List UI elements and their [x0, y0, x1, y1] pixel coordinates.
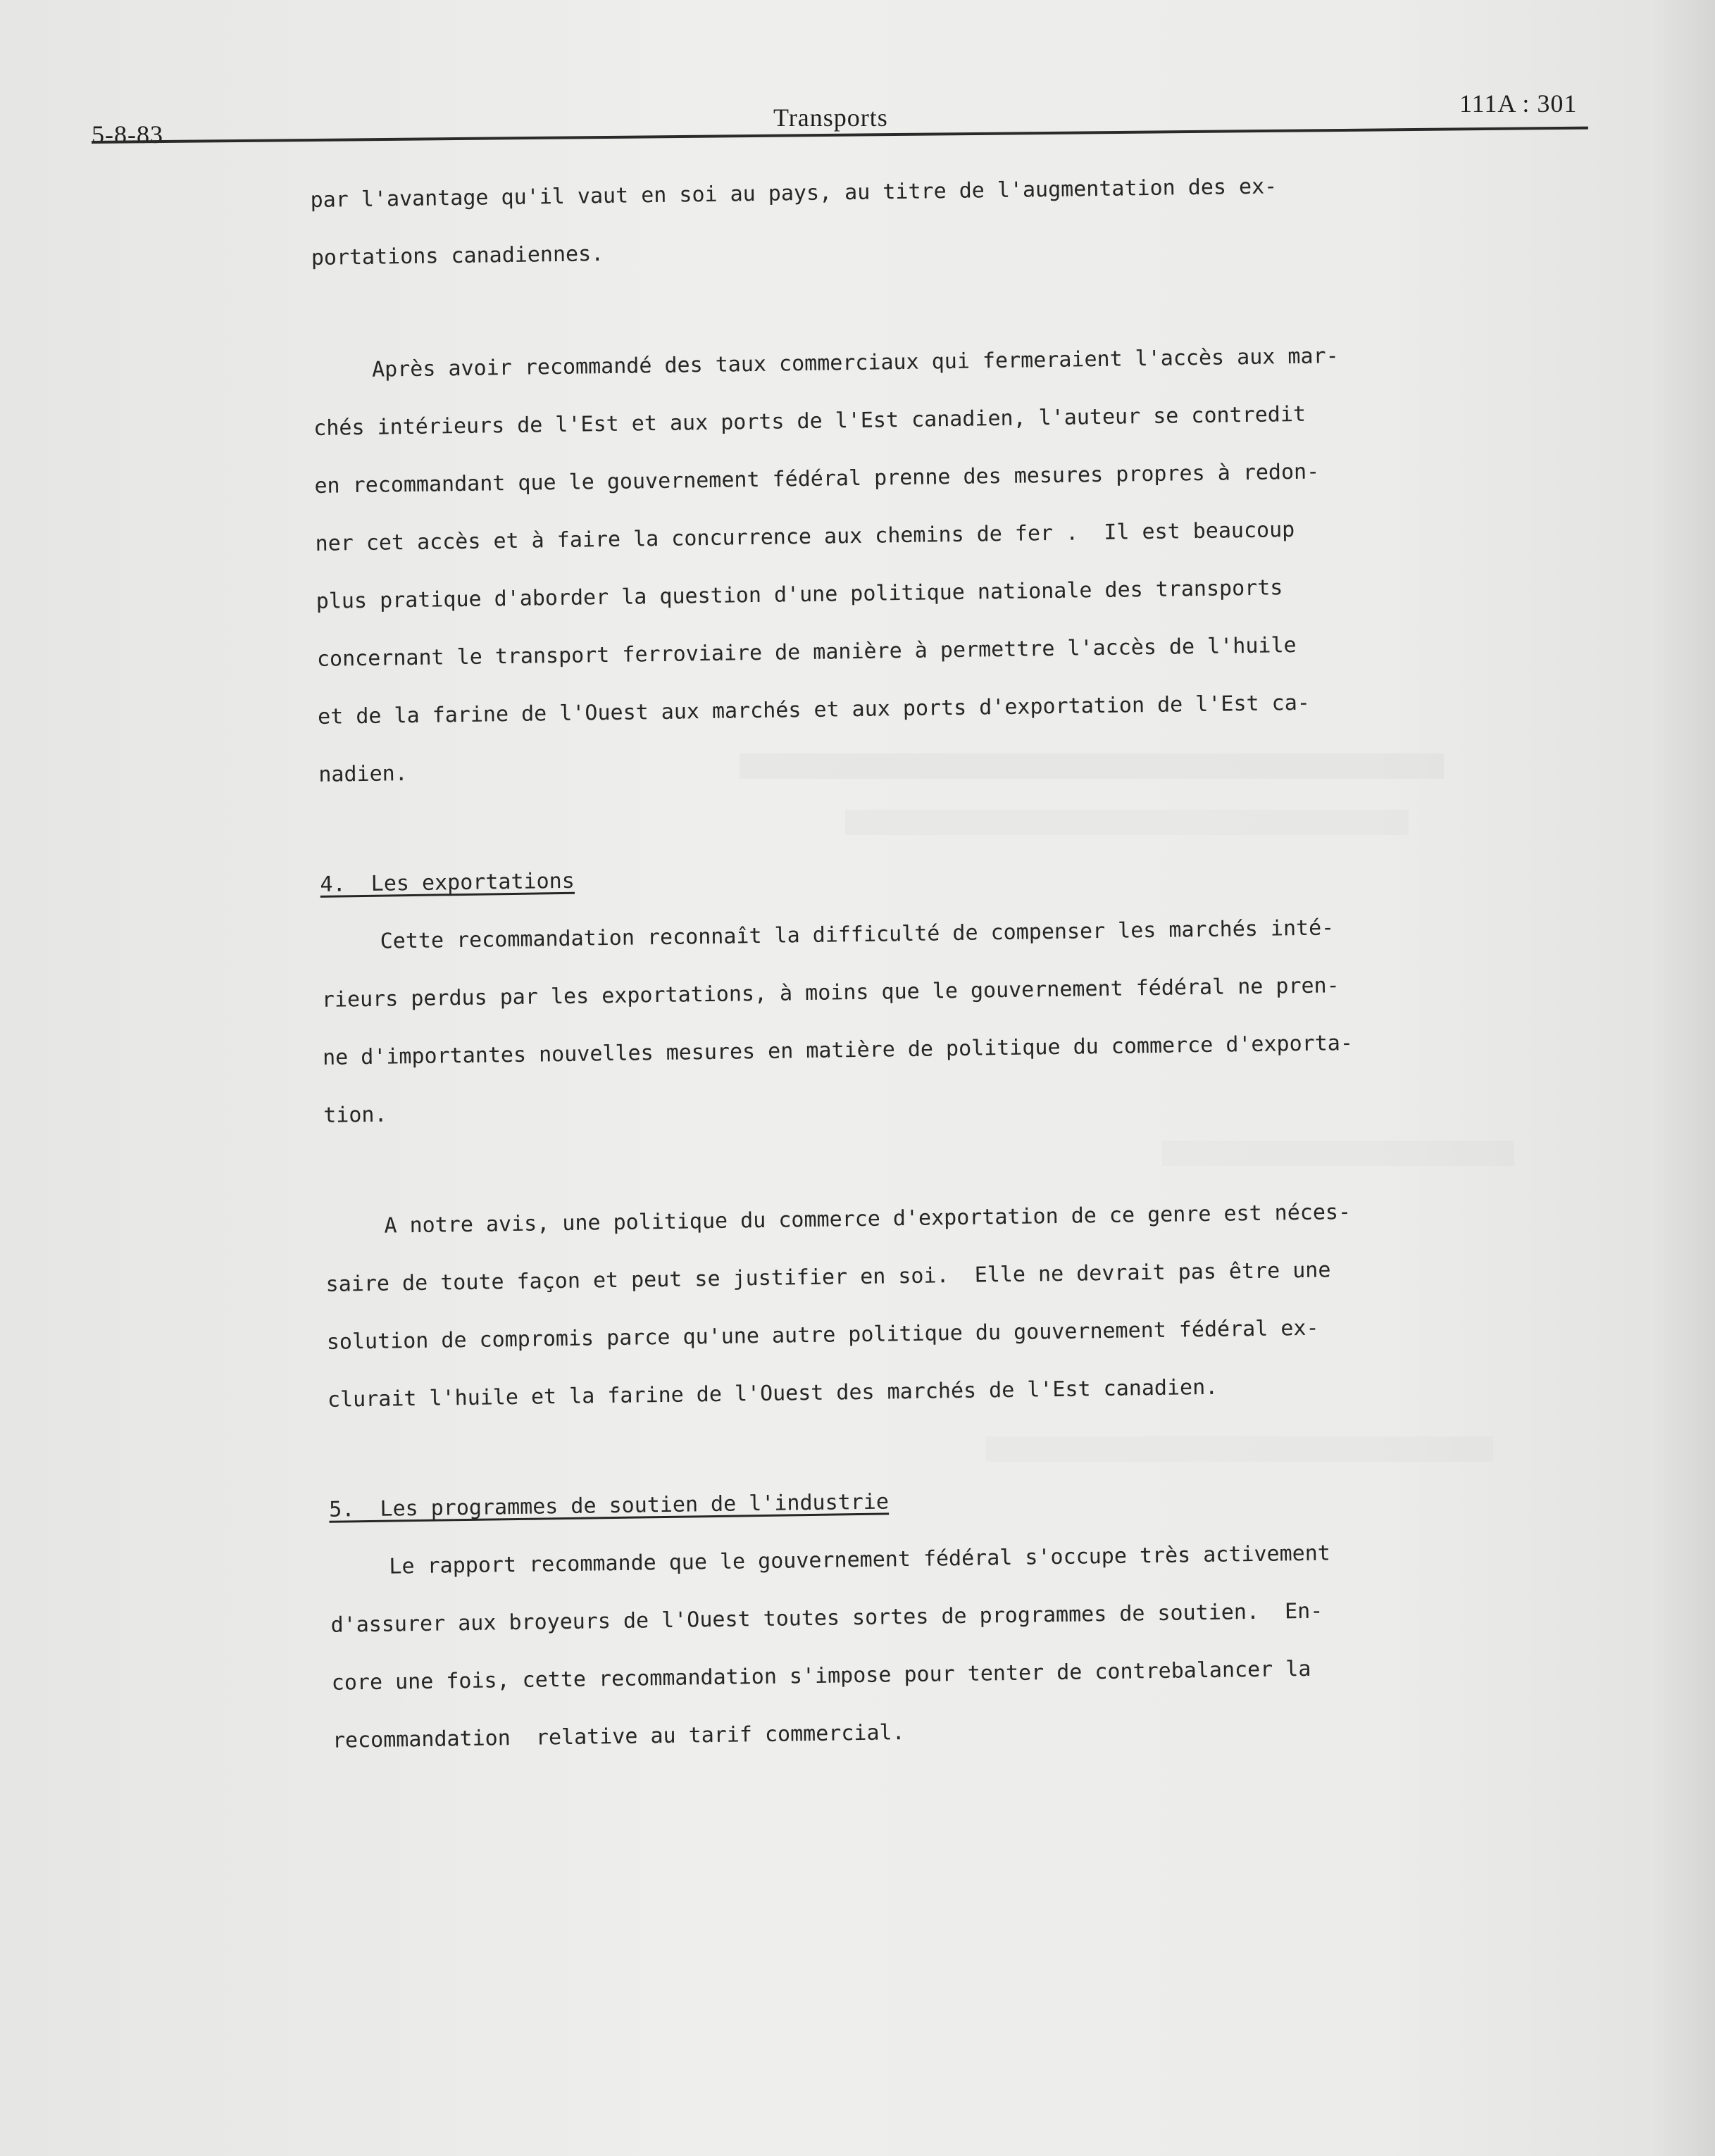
header-title: Transports [773, 104, 888, 132]
header-date: 5-8-83 [92, 120, 163, 149]
body-line: d'assurer aux broyeurs de l'Ouest toutes sortes de programmes de soutien. En- [330, 1598, 1323, 1638]
body-line: Après avoir recommandé des taux commerciaux qui fermeraient l'accès aux mar- [371, 344, 1339, 382]
body-line: par l'avantage qu'il vaut en soi au pays, au titre de l'augmentation des ex- [310, 174, 1278, 213]
body-line: portations canadiennes. [311, 242, 604, 270]
body-line: Le rapport recommande que le gouvernement fédéral s'occupe très activement [389, 1541, 1331, 1579]
body-line: concernant le transport ferroviaire de manière à permettre l'accès de l'huile [316, 633, 1297, 672]
bleed-through-mark [1162, 1141, 1514, 1166]
body-line: et de la farine de l'Ouest aux marchés et aux ports d'exportation de l'Est ca- [317, 690, 1311, 729]
body-line: rieurs perdus par les exportations, à moins que le gouvernement fédéral ne pren- [321, 973, 1340, 1013]
body-line: recommandation relative au tarif commercial. [332, 1720, 905, 1753]
body-line: nadien. [318, 761, 408, 787]
body-line: tion. [323, 1102, 387, 1128]
body-line: plus pratique d'aborder la question d'une politique nationale des transports [316, 575, 1283, 614]
section-heading: 4. Les exportations [320, 868, 575, 897]
bleed-through-mark [740, 753, 1444, 779]
bleed-through-mark [845, 810, 1409, 835]
page-edge-shadow [1652, 0, 1715, 2156]
body-line: core une fois, cette recommandation s'impose pour tenter de contrebalancer la [331, 1656, 1311, 1696]
body-line: clurait l'huile et la farine de l'Ouest des marchés de l'Est canadien. [327, 1374, 1218, 1412]
body-line: Cette recommandation reconnaît la difficulté de compenser les marchés inté- [380, 915, 1335, 954]
body-line: saire de toute façon et peut se justifier en soi. Elle ne devrait pas être une [325, 1258, 1331, 1297]
section-heading: 5. Les programmes de soutien de l'industrie [329, 1489, 890, 1522]
body-line: chés intérieurs de l'Est et aux ports de l'Est canadien, l'auteur se contredit [313, 401, 1306, 441]
body-line: ne d'importantes nouvelles mesures en matière de politique du commerce d'exporta- [322, 1030, 1354, 1070]
body-text [310, 152, 1479, 1753]
header-page-number: 111A : 301 [1459, 89, 1578, 118]
body-line: A notre avis, une politique du commerce d'exportation de ce genre est néces- [384, 1200, 1352, 1239]
bleed-through-mark [986, 1436, 1493, 1462]
body-line: solution de compromis parce qu'une autre politique du gouvernement fédéral ex- [326, 1315, 1319, 1355]
body-line: en recommandant que le gouvernement fédéral prenne des mesures propres à redon- [314, 459, 1320, 499]
body-line: ner cet accès et à faire la concurrence aux chemins de fer . Il est beaucoup [315, 518, 1295, 556]
